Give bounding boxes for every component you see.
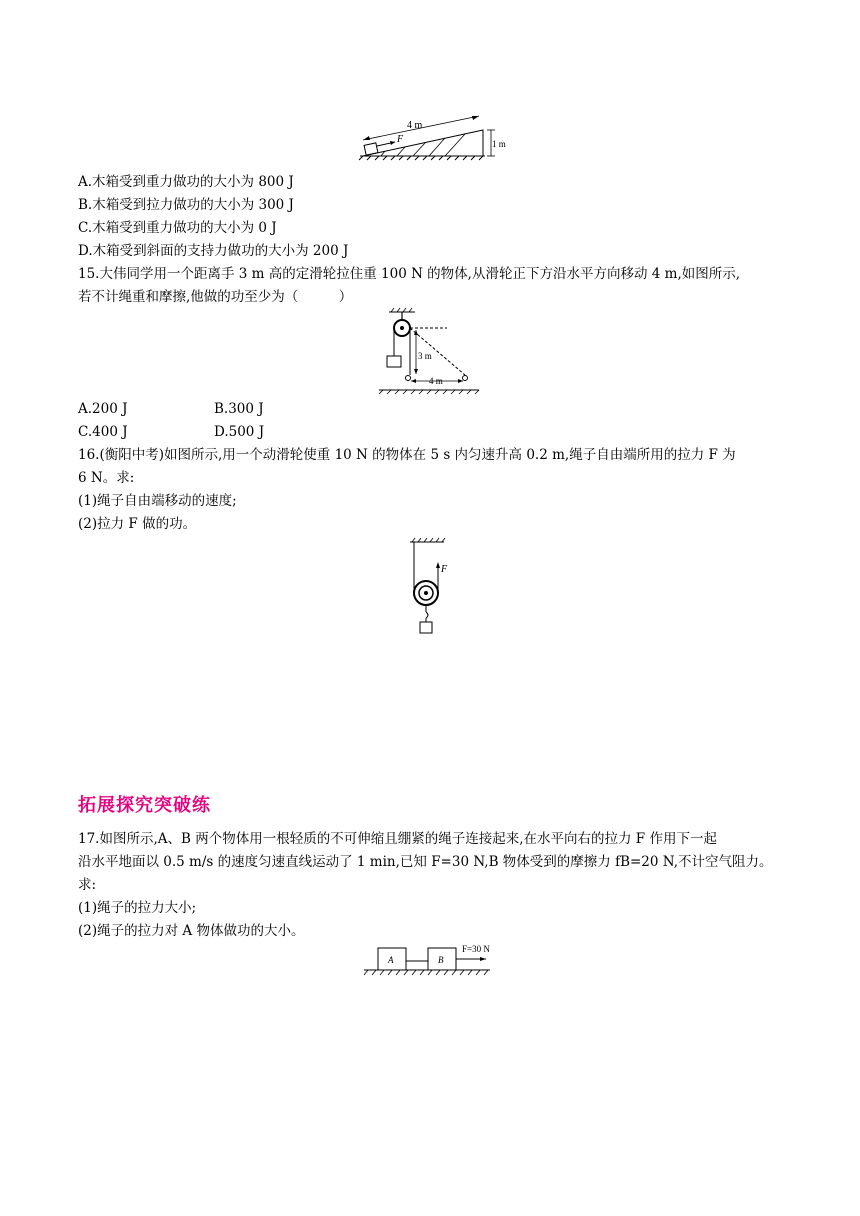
q15-option-c: C.400 J xyxy=(78,424,128,440)
q16-stem-line2: 6 N。求: xyxy=(78,470,135,486)
force-label: F xyxy=(441,564,448,575)
q15-stem-line2: 若不计绳重和摩擦,他做的功至少为（ ） xyxy=(78,289,353,305)
section-title: 拓展探究突破练 xyxy=(78,795,211,816)
q14-option-c: C.木箱受到重力做功的大小为 0 J xyxy=(78,220,277,236)
q16-stem-line1: 16.(衡阳中考)如图所示,用一个动滑轮使重 10 N 的物体在 5 s 内匀速升高 0.2 m,绳子自由端所用的拉力 F 为 xyxy=(78,447,736,463)
distance-label: 4 m xyxy=(429,376,443,386)
q15-option-b: B.300 J xyxy=(214,401,264,417)
q15-option-d: D.500 J xyxy=(214,424,265,440)
length-label: 4 m xyxy=(407,120,423,131)
block-a-label: A xyxy=(388,955,394,965)
height-label: 3 m xyxy=(418,351,432,361)
q17-sub1: (1)绳子的拉力大小; xyxy=(78,900,197,916)
q16-sub2: (2)拉力 F 做的功。 xyxy=(78,516,197,532)
q14-option-b: B.木箱受到拉力做功的大小为 300 J xyxy=(78,197,294,213)
height-label: 1 m xyxy=(492,139,506,149)
force-label: F=30 N xyxy=(462,944,490,954)
q15-option-a: A.200 J xyxy=(78,401,128,417)
q14-option-d: D.木箱受到斜面的支持力做功的大小为 200 J xyxy=(78,243,349,259)
movable-pulley-figure xyxy=(406,538,456,638)
q15-stem-line1: 15.大伟同学用一个距离手 3 m 高的定滑轮拉住重 100 N 的物体,从滑轮正下方沿水平方向移动 4 m,如图所示, xyxy=(78,266,741,282)
q17-stem-line1: 17.如图所示,A、B 两个物体用一根轻质的不可伸缩且绷紧的绳子连接起来,在水平向右的拉力 F 作用下一起 xyxy=(78,831,717,847)
q17-stem-line3: 求: xyxy=(78,877,97,893)
blocks-figure xyxy=(360,942,510,978)
q17-sub2: (2)绳子的拉力对 A 物体做功的大小。 xyxy=(78,923,305,939)
fixed-pulley-figure xyxy=(375,308,485,396)
q16-sub1: (1)绳子自由端移动的速度; xyxy=(78,493,237,509)
q14-option-a: A.木箱受到重力做功的大小为 800 J xyxy=(78,174,294,190)
block-b-label: B xyxy=(438,955,444,965)
force-label: F xyxy=(397,134,404,145)
incline-figure xyxy=(355,118,515,160)
q17-stem-line2: 沿水平地面以 0.5 m/s 的速度匀速直线运动了 1 min,已知 F=30 N,B 物体受到的摩擦力 fB=20 N,不计空气阻力。 xyxy=(78,854,773,870)
